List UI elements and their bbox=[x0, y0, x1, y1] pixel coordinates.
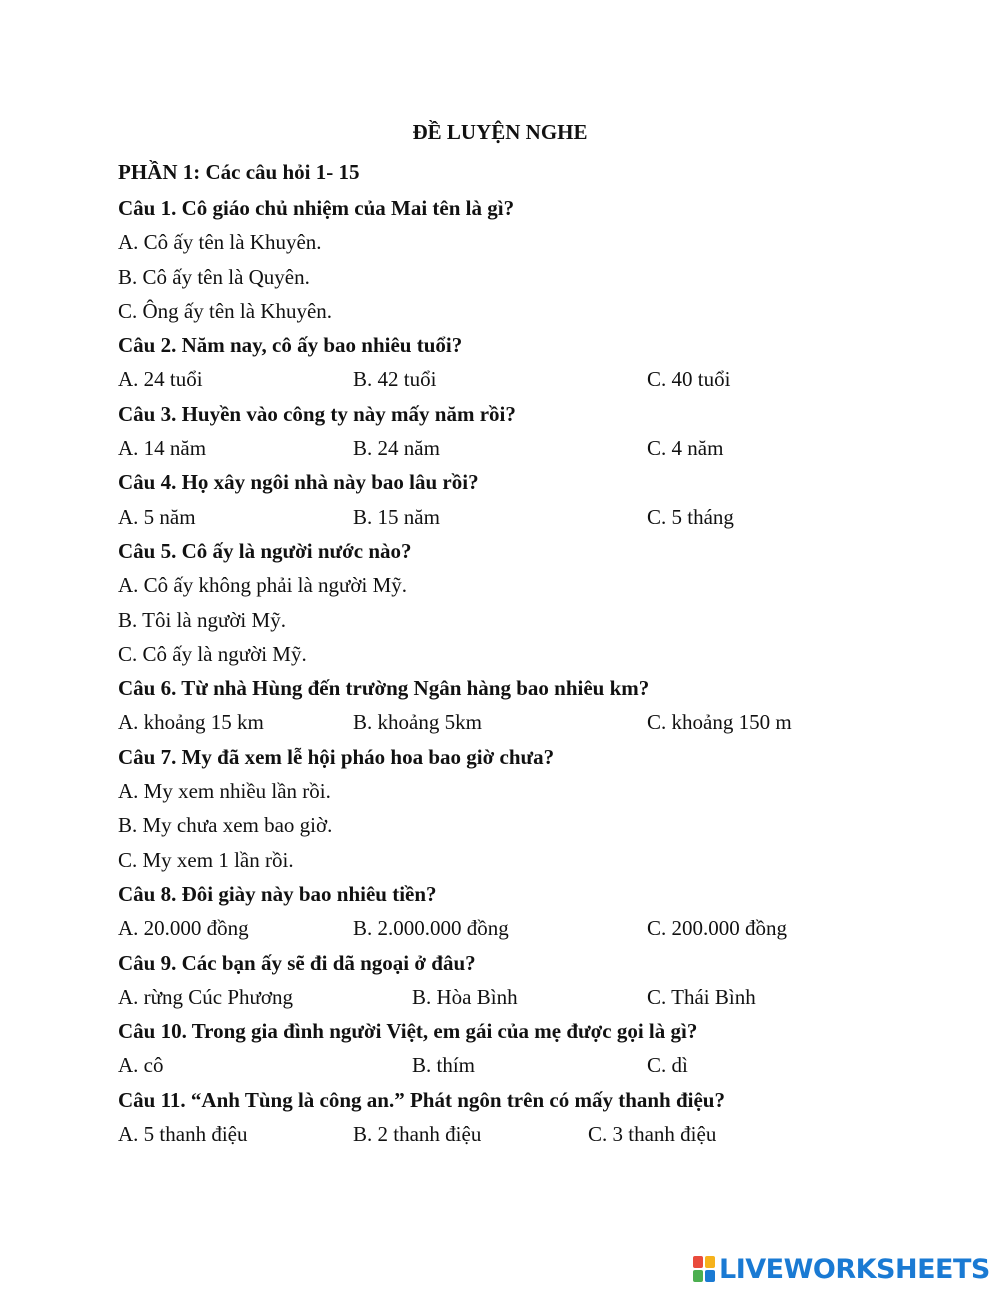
answer-option: A. Cô ấy tên là Khuyên. bbox=[118, 230, 322, 255]
liveworksheets-logo bbox=[693, 1253, 990, 1285]
answer-option: B. My chưa xem bao giờ. bbox=[118, 813, 333, 838]
answer-option: B. 2.000.000 đồng bbox=[353, 916, 509, 941]
answer-option: A. cô bbox=[118, 1053, 164, 1078]
answer-options-row bbox=[118, 1051, 938, 1085]
question-4: Câu 4. Họ xây ngôi nhà này bao lâu rồi? bbox=[118, 470, 479, 495]
question-5: Câu 5. Cô ấy là người nước nào? bbox=[118, 538, 412, 563]
question-11: Câu 11. “Anh Tùng là công an.” Phát ngôn trên có mấy thanh điệu? bbox=[118, 1087, 725, 1112]
question-list bbox=[118, 194, 938, 1154]
answer-option: A. 14 năm bbox=[118, 436, 207, 461]
answer-option: A. rừng Cúc Phương bbox=[118, 984, 294, 1009]
answer-option: A. 5 năm bbox=[118, 504, 196, 529]
answer-option: C. My xem 1 lần rồi. bbox=[118, 847, 294, 872]
answer-option: B. 2 thanh điệu bbox=[353, 1122, 482, 1147]
logo-mark-square-3 bbox=[693, 1270, 703, 1282]
page-title: ĐỀ LUYỆN NGHE bbox=[412, 120, 588, 144]
question-1: Câu 1. Cô giáo chủ nhiệm của Mai tên là gì? bbox=[118, 196, 515, 220]
answer-option: B. 15 năm bbox=[353, 504, 440, 529]
question-2: Câu 2. Năm nay, cô ấy bao nhiêu tuổi? bbox=[118, 333, 463, 358]
logo-text: LIVEWORKSHEETS bbox=[719, 1253, 990, 1285]
answer-option: C. 3 thanh điệu bbox=[588, 1122, 717, 1147]
answer-option: B. khoảng 5km bbox=[353, 710, 482, 735]
answer-option: B. 42 tuổi bbox=[353, 367, 437, 392]
answer-option: C. 200.000 đồng bbox=[647, 916, 788, 941]
answer-option: A. 20.000 đồng bbox=[118, 916, 249, 941]
answer-options-row bbox=[118, 365, 938, 399]
section-heading: PHẦN 1: Các câu hỏi 1- 15 bbox=[118, 160, 360, 184]
answer-option: A. 5 thanh điệu bbox=[118, 1122, 248, 1147]
question-3: Câu 3. Huyền vào công ty này mấy năm rồi? bbox=[118, 401, 516, 426]
answer-option: A. 24 tuổi bbox=[118, 367, 203, 392]
answer-option: C. 5 tháng bbox=[647, 504, 734, 529]
answer-option: C. 4 năm bbox=[647, 436, 724, 461]
question-7: Câu 7. My đã xem lễ hội pháo hoa bao giờ chưa? bbox=[118, 744, 555, 769]
answer-option: B. Cô ấy tên là Quyên. bbox=[118, 264, 310, 289]
question-10: Câu 10. Trong gia đình người Việt, em gái của mẹ được gọi là gì? bbox=[118, 1019, 698, 1044]
answer-option: B. Hòa Bình bbox=[412, 984, 518, 1009]
answer-options-row bbox=[118, 983, 938, 1017]
answer-option: B. 24 năm bbox=[353, 436, 440, 461]
answer-option: B. Tôi là người Mỹ. bbox=[118, 607, 286, 632]
answer-options-row bbox=[118, 434, 938, 468]
answer-option: C. Cô ấy là người Mỹ. bbox=[118, 641, 307, 666]
answer-option: B. thím bbox=[412, 1053, 476, 1078]
answer-option: A. My xem nhiều lần rồi. bbox=[118, 779, 331, 804]
logo-mark-square-1 bbox=[693, 1256, 703, 1268]
question-6: Câu 6. Từ nhà Hùng đến trường Ngân hàng bao nhiêu km? bbox=[118, 676, 650, 701]
question-9: Câu 9. Các bạn ấy sẽ đi dã ngoại ở đâu? bbox=[118, 950, 476, 975]
logo-mark-icon bbox=[693, 1256, 715, 1282]
answer-options-row bbox=[118, 708, 938, 742]
answer-option: C. Ông ấy tên là Khuyên. bbox=[118, 298, 333, 323]
answer-option: A. khoảng 15 km bbox=[118, 710, 264, 735]
answer-option: C. 40 tuổi bbox=[647, 367, 731, 392]
logo-mark-square-4 bbox=[705, 1270, 715, 1282]
logo-mark-square-2 bbox=[705, 1256, 715, 1268]
answer-options-row bbox=[118, 503, 938, 537]
answer-options-row bbox=[118, 1120, 938, 1154]
answer-option: A. Cô ấy không phải là người Mỹ. bbox=[118, 573, 408, 598]
question-8: Câu 8. Đôi giày này bao nhiêu tiền? bbox=[118, 881, 437, 906]
answer-options-row bbox=[118, 914, 938, 948]
answer-option: C. Thái Bình bbox=[647, 984, 756, 1009]
answer-option: C. khoảng 150 m bbox=[647, 710, 792, 735]
answer-option: C. dì bbox=[647, 1053, 688, 1078]
